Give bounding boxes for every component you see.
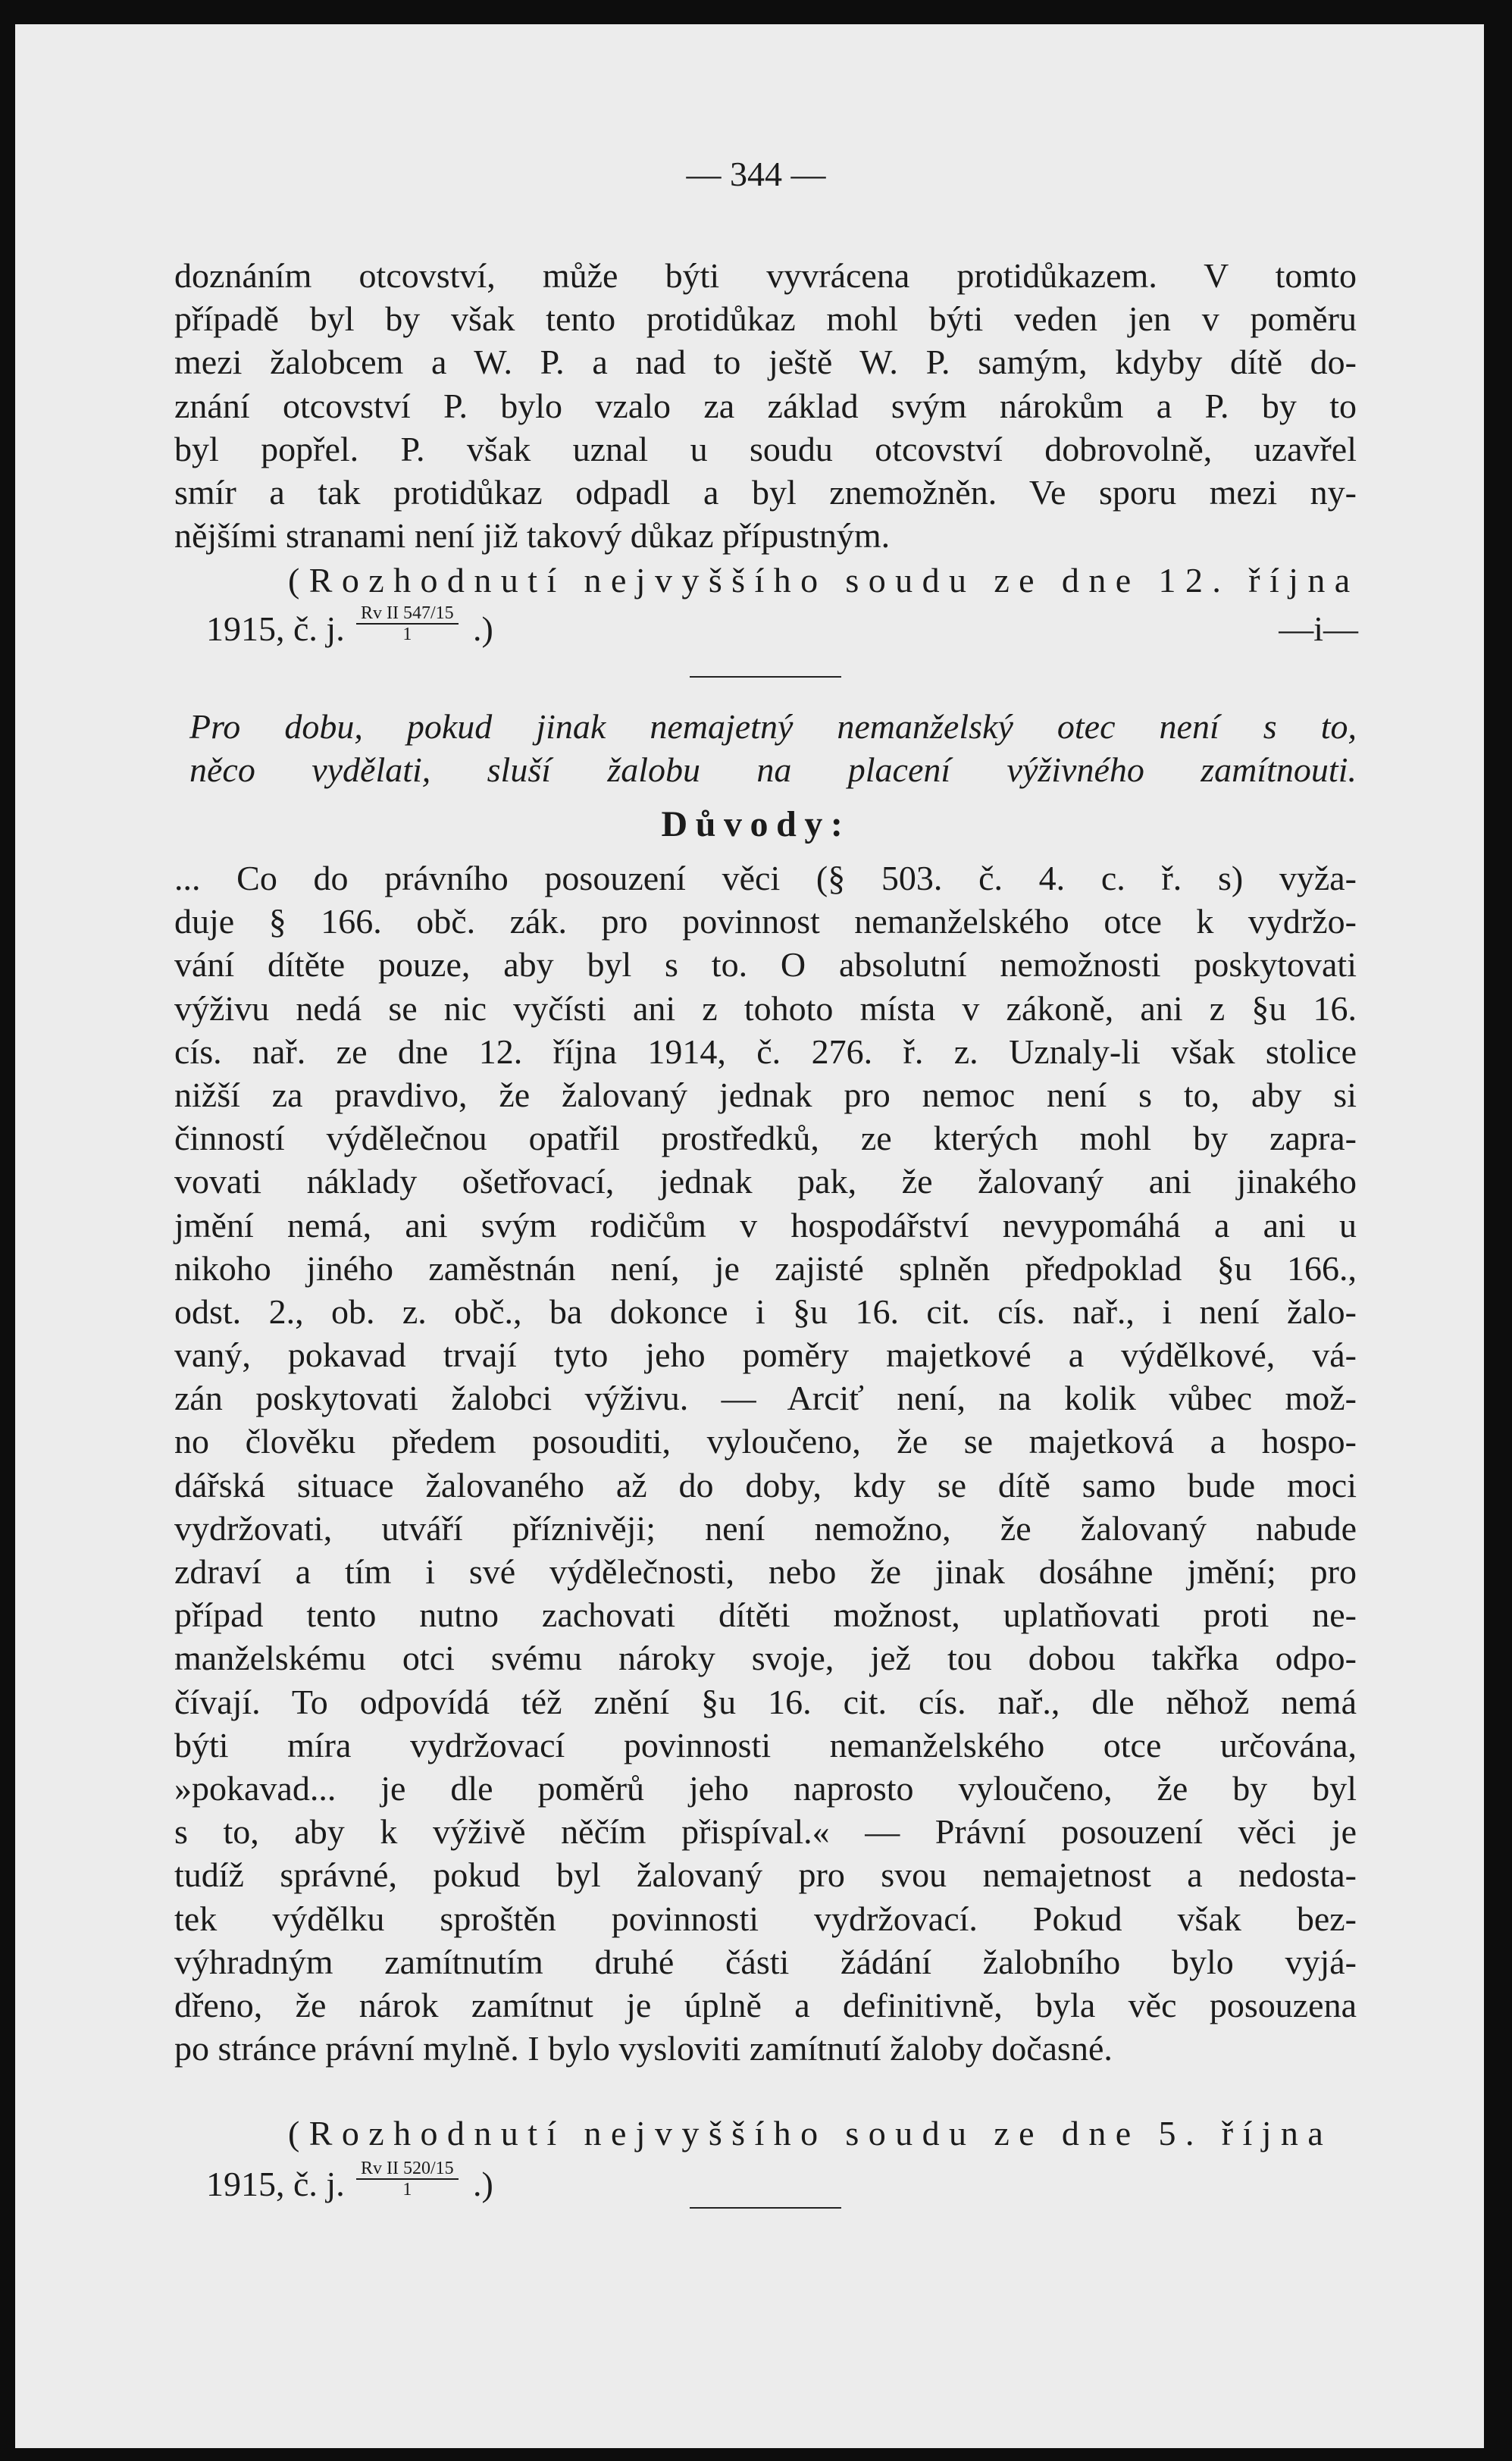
citation-2-fraction-denominator: 1 (402, 2180, 412, 2200)
page-number: — 344 — (686, 155, 826, 193)
paragraph2-line: no člověku předem posouditi, vyloučeno, že se majetková a hospo- (174, 1422, 1357, 1461)
citation-2-reference (206, 2154, 1358, 2207)
paragraph2-line: činností výdělečnou opatřil prostředků, ze kterých mohl by zapra- (174, 1119, 1357, 1158)
paragraph-2 (174, 856, 1357, 2070)
paragraph2-line: čívají. To odpovídá též znění §u 16. cit. cís. nař., dle něhož nemá (174, 1682, 1357, 1721)
paragraph2-line: vaný, pokavad trvají tyto jeho poměry majetkové a výdělkové, vá- (174, 1335, 1357, 1375)
citation-2-year: 1915, č. j. (206, 2165, 345, 2203)
paragraph2-line: zdraví a tím i své výdělečnosti, nebo že jinak dosáhne jmění; pro (174, 1552, 1357, 1591)
paragraph1-line: případě byl by však tento protidůkaz mohl býti veden jen v poměru (174, 299, 1357, 339)
citation-2-close: .) (473, 2165, 493, 2203)
paragraph2-line: vání dítěte pouze, aby byl s to. O absolutní nemožnosti poskytovati (174, 945, 1357, 985)
citation-1-close: .) (473, 609, 493, 648)
citation-2-fraction (356, 2159, 459, 2200)
paragraph1-line: nějšími stranami není již takový důkaz přípustným. (174, 516, 891, 556)
citation-1-year: 1915, č. j. (206, 609, 345, 648)
paragraph2-line: jmění nemá, ani svým rodičům v hospodářství nevypomáhá a ani u (174, 1205, 1357, 1245)
paragraph-1 (174, 254, 1357, 557)
paragraph2-line: nižší za pravdivo, že žalovaný jednak pro nemoc není s to, aby si (174, 1075, 1357, 1114)
paragraph2-line: ... Co do právního posouzení věci (§ 503. č. 4. c. ř. s) vyža- (174, 859, 1357, 897)
citation-1-fraction-numerator: Rv II 547/15 (356, 603, 459, 625)
citation-1-reference (206, 599, 1358, 652)
paragraph2-line: cís. nař. ze dne 12. října 1914, č. 276. ř. z. Uznaly-li však stolice (174, 1032, 1357, 1071)
headnote-line: něco vydělati, sluší žalobu na placení výživného zamítnouti. (189, 750, 1357, 790)
citation-1-line (288, 559, 1360, 602)
paragraph2-line: vydržovati, utváří příznivěji; není nemožno, že žalovaný nabude (174, 1508, 1357, 1548)
paragraph2-line: vovati náklady ošetřovací, jednak pak, že žalovaný ani jinakého (174, 1162, 1357, 1201)
section-heading: Důvody: (661, 804, 851, 844)
paragraph2-line: výhradným zamítnutím druhé části žádání žalobního bylo vyjá- (174, 1942, 1357, 1981)
citation-1-fraction-denominator: 1 (402, 625, 412, 644)
paragraph1-line: mezi žalobcem a W. P. a nad to ještě W. P. samým, kdyby dítě do- (174, 343, 1357, 382)
paragraph1-line: byl popřel. P. však uznal u soudu otcovství dobrovolně, uzavřel (174, 429, 1357, 468)
paragraph2-line: zán poskytovati žalobci výživu. — Arciť není, na kolik vůbec mož- (174, 1379, 1357, 1418)
headnote (189, 705, 1357, 791)
citation-1-text: (Rozhodnutí nejvyššího soudu ze dne 12. října (288, 561, 1360, 600)
separator-rule-1 (690, 676, 841, 678)
citation-1-fraction (356, 603, 459, 644)
paragraph2-line: duje § 166. obč. zák. pro povinnost nemanželského otce k vydržo- (174, 902, 1357, 941)
paragraph2-line: dářská situace žalovaného až do doby, kdy se dítě samo bude moci (174, 1465, 1357, 1504)
citation-2-line (288, 2112, 1357, 2155)
paragraph1-line: doznáním otcovství, může býti vyvrácena protidůkazem. V tomto (174, 256, 1357, 295)
paragraph2-line: případ tento nutno zachovati dítěti možnost, uplatňovati proti ne- (174, 1595, 1357, 1635)
paragraph2-line: nikoho jiného zaměstnán není, je zajisté splněn předpoklad §u 166., (174, 1248, 1357, 1288)
paragraph1-line: smír a tak protidůkaz odpadl a byl znemožněn. Ve sporu mezi ny- (174, 472, 1357, 512)
citation-2-text: (Rozhodnutí nejvyššího soudu ze dne 5. října (288, 2114, 1333, 2153)
paragraph2-line: dřeno, že nárok zamítnut je úplně a definitivně, byla věc posouzena (174, 1985, 1357, 2024)
separator-rule-2 (690, 2207, 841, 2209)
paragraph2-line: »pokavad... je dle poměrů jeho naprosto vyloučeno, že by byl (174, 1768, 1357, 1808)
paragraph2-line: tudíž správné, pokud byl žalovaný pro svou nemajetnost a nedosta- (174, 1855, 1357, 1895)
paragraph2-line: býti míra vydržovací povinnosti nemanželského otce určována, (174, 1725, 1357, 1764)
paragraph2-line: po stránce právní mylně. I bylo vysloviti zamítnutí žaloby dočasné. (174, 2029, 1113, 2068)
paragraph2-line: odst. 2., ob. z. obč., ba dokonce i §u 16. cit. cís. nař., i není žalo- (174, 1292, 1357, 1331)
headnote-line: Pro dobu, pokud jinak nemajetný nemanželský otec není s to, (189, 707, 1357, 746)
paragraph2-line: s to, aby k výživě něčím přispíval.« — Právní posouzení věci je (174, 1812, 1357, 1852)
paragraph2-line: tek výdělku sproštěn povinnosti vydržovací. Pokud však bez- (174, 1899, 1357, 1938)
paragraph1-line: znání otcovství P. bylo vzalo za základ svým nárokům a P. by to (174, 386, 1357, 425)
paragraph2-line: výživu nedá se nic vyčísti ani z tohoto místa v zákoně, ani z §u 16. (174, 988, 1357, 1028)
paragraph2-line: manželskému otci svému nároky svoje, jež tou dobou takřka odpo- (174, 1639, 1357, 1678)
author-initial: —i— (1279, 609, 1358, 648)
citation-2-fraction-numerator: Rv II 520/15 (356, 2159, 459, 2180)
